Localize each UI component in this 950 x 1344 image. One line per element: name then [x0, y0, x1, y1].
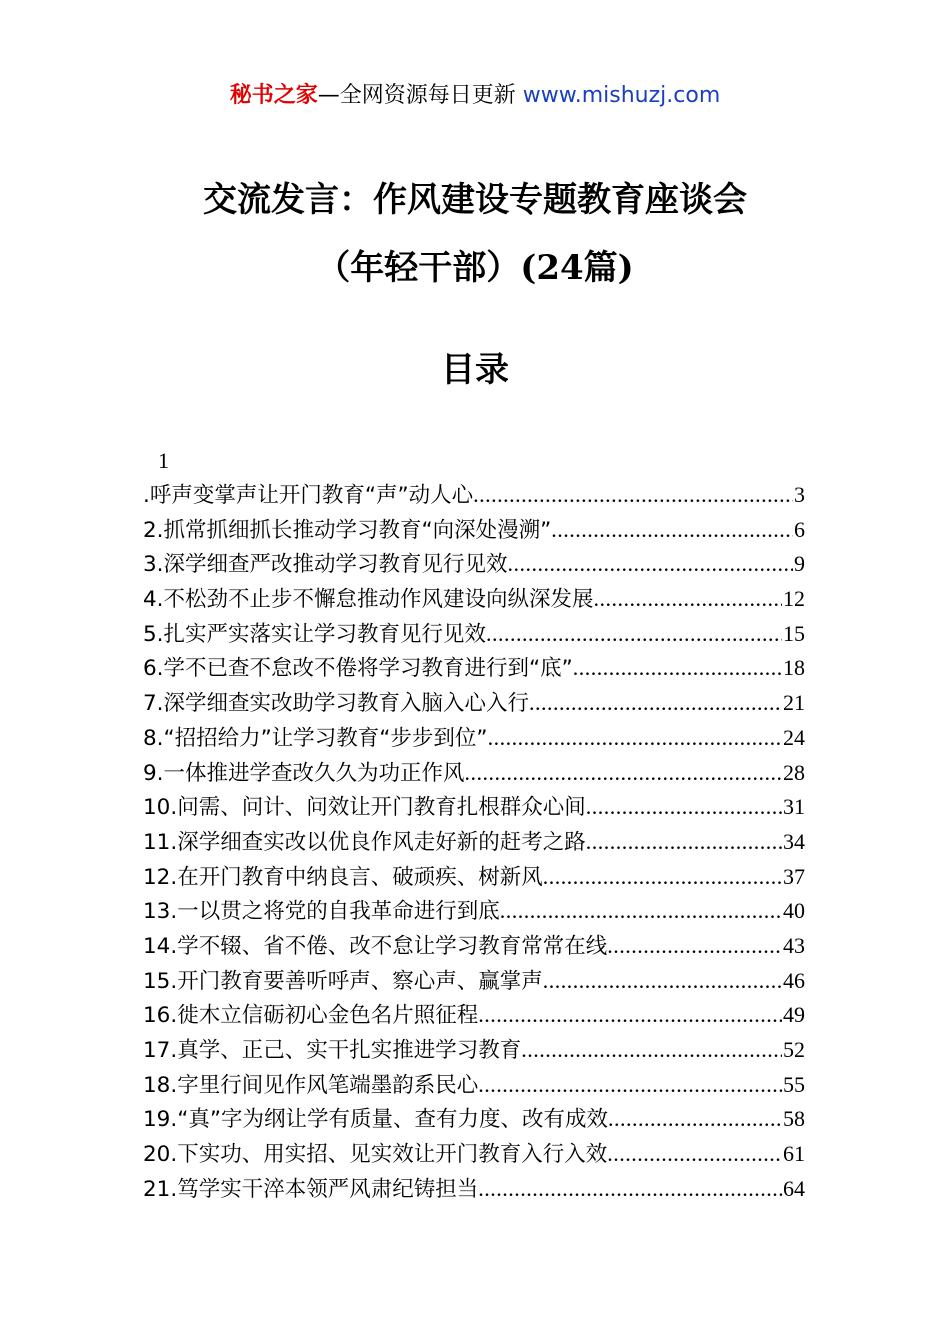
toc-entry-title: 4.不松劲不止步不懈怠推动作风建设向纵深发展	[143, 587, 594, 613]
toc-page-number: 28	[783, 759, 805, 785]
toc-entry-title: 17.真学、正己、实干扎实推进学习教育	[143, 1038, 522, 1063]
toc-page-number: 3	[794, 482, 805, 507]
toc-dot-leader	[594, 582, 782, 616]
toc-page-number: 12	[783, 586, 805, 612]
toc-page-number: 49	[783, 1002, 805, 1028]
toc-entry-title: 11.深学细查实改以优良作风走好新的赶考之路	[143, 829, 586, 855]
toc-heading: 目录	[441, 350, 509, 390]
toc-entry-title: 5.扎实严实落实让学习教育见行见效	[143, 621, 487, 647]
toc-dot-leader	[607, 1137, 782, 1171]
toc-entry[interactable]	[143, 513, 805, 548]
toc-entry-title: 8.“招招给力”让学习教育“步步到位”	[143, 725, 488, 751]
toc-dot-leader	[543, 964, 782, 998]
toc-entry[interactable]	[143, 1172, 805, 1207]
toc-dot-leader	[521, 1033, 782, 1067]
toc-dot-leader	[508, 547, 793, 581]
toc-page-number: 24	[783, 724, 805, 750]
toc-page-number: 40	[783, 898, 805, 924]
toc-page-number: 34	[783, 828, 805, 854]
toc-dot-leader	[573, 651, 782, 685]
toc-entry-title: 6.学不已查不怠改不倦将学习教育进行到“底”	[143, 656, 573, 682]
toc-dot-leader	[586, 825, 782, 859]
toc-entry[interactable]	[143, 790, 805, 825]
toc-entry-title: 9.一体推进学查改久久为功正作风	[143, 760, 465, 786]
toc-entry-title: 16.徙木立信砺初心金色名片照征程	[143, 1003, 479, 1029]
toc-entry-title: 19.“真”字为纲让学有质量、查有力度、改有成效	[143, 1107, 608, 1133]
toc-page-number: 31	[783, 794, 805, 820]
toc-entry[interactable]	[143, 825, 805, 860]
toc-entry[interactable]	[143, 860, 805, 895]
toc-page-number: 52	[783, 1037, 805, 1062]
toc-entry[interactable]	[143, 964, 805, 999]
toc-entry[interactable]	[143, 651, 805, 686]
toc-page-number: 6	[794, 516, 805, 542]
toc-dot-leader	[543, 860, 782, 894]
toc-page-number: 46	[783, 967, 805, 993]
toc-entry-title: .呼声变掌声让开门教育“声”动人心	[143, 483, 474, 508]
toc-page-number: 58	[783, 1106, 805, 1132]
site-slogan: —全网资源每日更新	[317, 83, 523, 108]
toc-dot-leader	[488, 721, 782, 755]
toc-dot-leader	[586, 790, 782, 824]
toc-dot-leader	[478, 1068, 782, 1102]
toc-entry[interactable]	[143, 617, 805, 652]
toc-entry-title: 13.一以贯之将党的自我革命进行到底	[143, 899, 500, 925]
toc-entry[interactable]	[143, 721, 805, 756]
toc-entry[interactable]	[143, 929, 805, 964]
toc-entry-title: 2.抓常抓细抓长推动学习教育“向深处漫溯”	[143, 517, 552, 543]
toc-page-number: 9	[794, 551, 805, 577]
toc-entry[interactable]	[143, 1102, 805, 1137]
document-title-line-1: 交流发言：作风建设专题教育座谈会	[203, 180, 747, 220]
toc-entry[interactable]	[143, 1033, 805, 1068]
toc-entry[interactable]	[143, 756, 805, 791]
toc-dot-leader	[486, 617, 782, 651]
toc-page-number: 15	[783, 620, 805, 646]
toc-dot-leader	[607, 929, 782, 963]
toc-page-number: 21	[783, 690, 805, 716]
toc-entry-title: 10.问需、问计、问效让开门教育扎根群众心间	[143, 795, 586, 821]
toc-entry[interactable]	[143, 998, 805, 1033]
toc-entry[interactable]	[143, 582, 805, 617]
toc-dot-leader	[478, 998, 782, 1032]
toc-dot-leader	[529, 686, 782, 720]
toc-entry-title: 20.下实功、用实招、见实效让开门教育入行入效	[143, 1142, 608, 1168]
toc-entry[interactable]	[143, 1137, 805, 1172]
toc-entry-title: 12.在开门教育中纳良言、破顽疾、树新风	[143, 864, 543, 890]
toc-page-number: 55	[783, 1071, 805, 1097]
toc-entry-title: 18.字里行间见作风笔端墨韵系民心	[143, 1072, 479, 1098]
toc-entry[interactable]	[143, 894, 805, 929]
toc-entry-title: 3.深学细查严改推动学习教育见行见效	[143, 552, 508, 578]
toc-entry[interactable]	[143, 686, 805, 721]
toc-dot-leader	[465, 756, 782, 790]
toc-dot-leader	[608, 1102, 782, 1136]
toc-entry-title: 15.开门教育要善听呼声、察心声、赢掌声	[143, 968, 543, 994]
toc-first-number: 1	[158, 448, 169, 473]
toc-page-number: 61	[783, 1141, 805, 1167]
toc-entry-title: 21.笃学实干淬本领严风肃纪铸担当	[143, 1176, 479, 1202]
toc-page-number: 64	[783, 1175, 805, 1201]
toc-dot-leader	[473, 478, 793, 512]
toc-page-number: 37	[783, 863, 805, 889]
toc-entry-title: 7.深学细查实改助学习教育入脑入心入行	[143, 691, 530, 717]
site-header	[0, 80, 950, 112]
document-title-line-2: （年轻干部）(24篇)	[316, 248, 634, 288]
toc-page-number: 18	[783, 655, 805, 681]
toc-dot-leader	[551, 513, 793, 547]
toc-entry[interactable]	[143, 547, 805, 582]
toc-dot-leader	[500, 894, 782, 928]
toc-entry-title: 14.学不辍、省不倦、改不怠让学习教育常常在线	[143, 933, 608, 959]
toc-page-number: 43	[783, 932, 805, 958]
table-of-contents	[143, 478, 805, 1206]
brand-name: 秘书之家	[229, 83, 318, 108]
toc-entry[interactable]	[143, 478, 805, 513]
site-url-link[interactable]: www.mishuzj.com	[522, 83, 721, 108]
toc-dot-leader	[478, 1172, 782, 1206]
toc-entry[interactable]	[143, 1068, 805, 1103]
